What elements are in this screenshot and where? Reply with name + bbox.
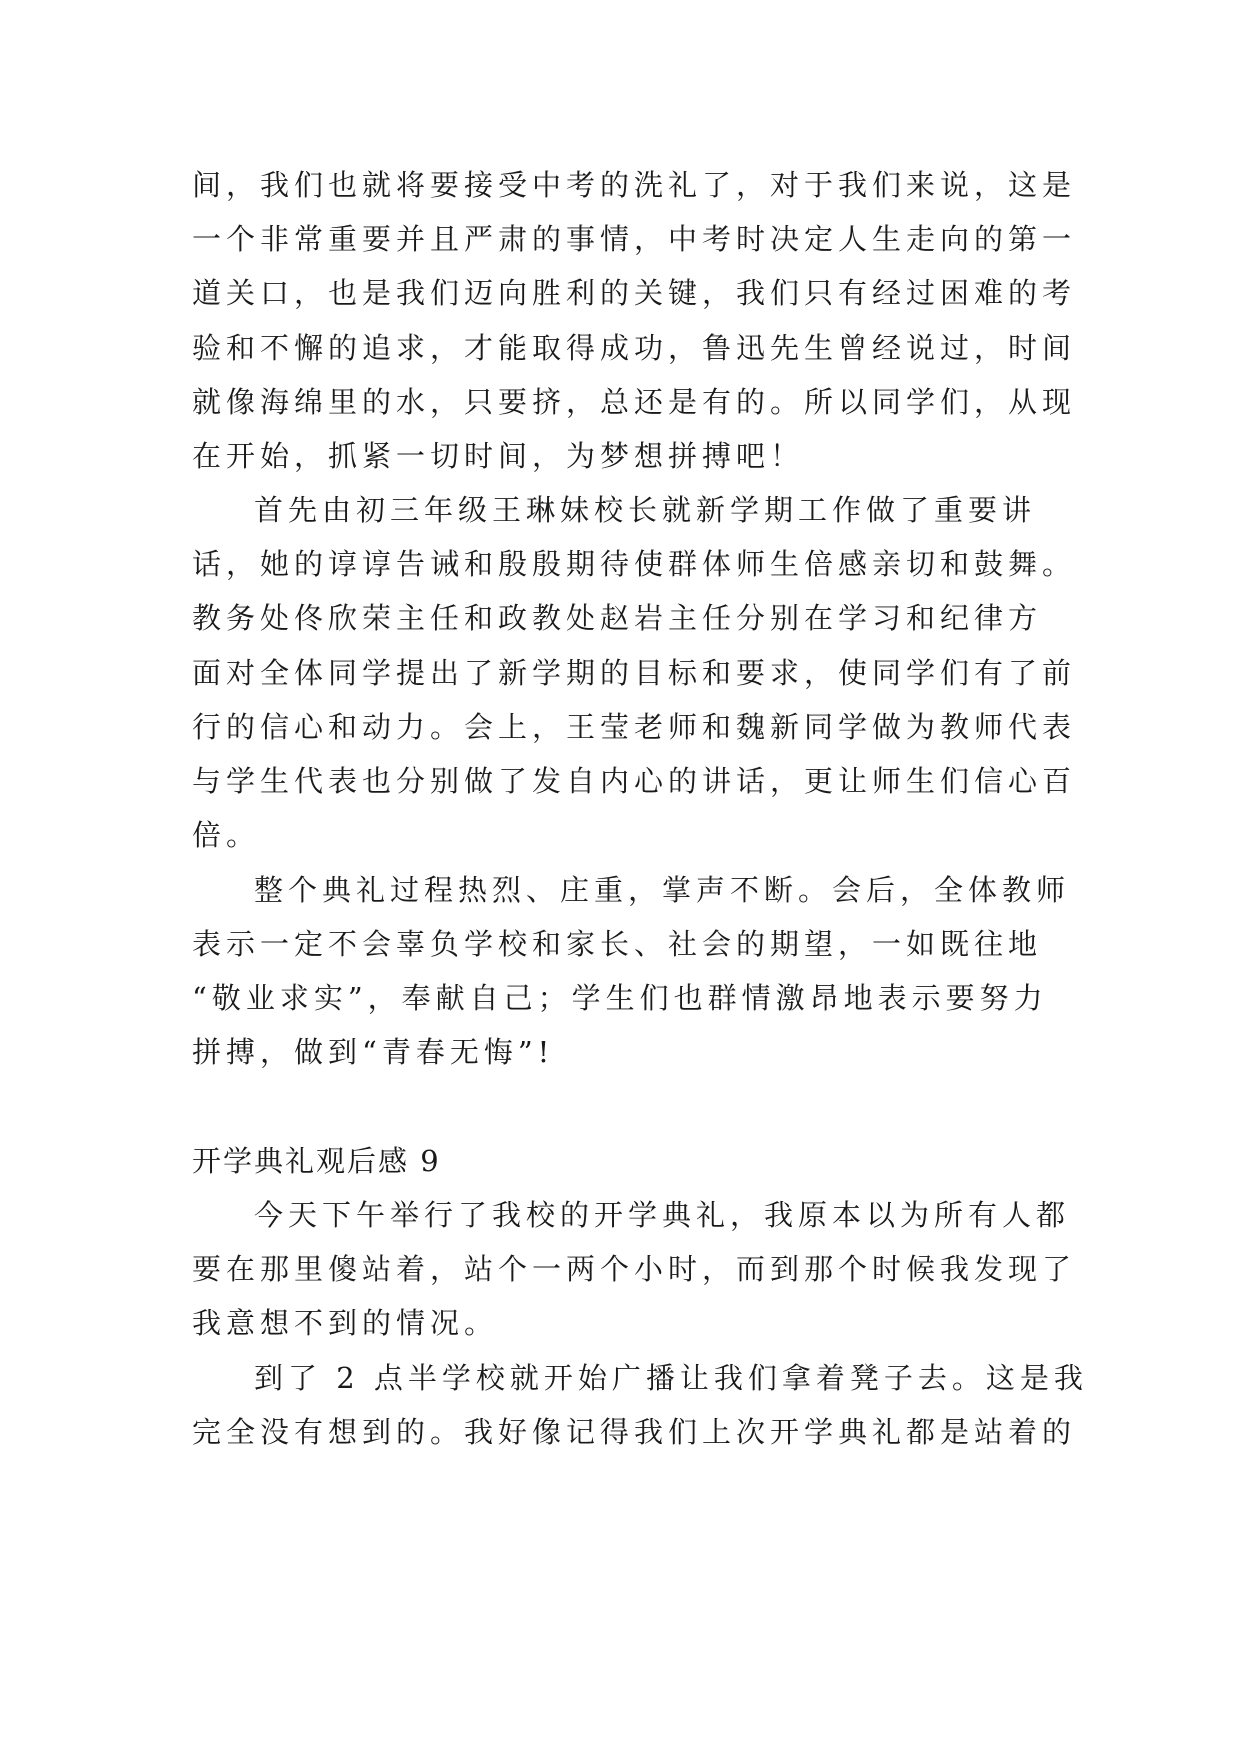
paragraph-line: 首先由初三年级王琳妹校长就新学期工作做了重要讲: [254, 493, 1037, 527]
section-heading: 开学典礼观后感 9: [192, 1144, 441, 1178]
paragraph-line: 就像海绵里的水，只要挤，总还是有的。所以同学们，从现: [192, 385, 1077, 419]
paragraph-line: 到了 2 点半学校就开始广播让我们拿着凳子去。这是我: [254, 1361, 1088, 1395]
paragraph-line: 在开始，抓紧一切时间，为梦想拼搏吧！: [192, 439, 805, 473]
paragraph-line: 一个非常重要并且严肃的事情，中考时决定人生走向的第一: [192, 222, 1077, 256]
paragraph-line: 我意想不到的情况。: [192, 1306, 499, 1340]
paragraph-line: 道关口，也是我们迈向胜利的关键，我们只有经过困难的考: [192, 276, 1077, 310]
paragraph-line: 话，她的谆谆告诫和殷殷期待使群体师生倍感亲切和鼓舞。: [192, 547, 1077, 581]
paragraph-line: 今天下午举行了我校的开学典礼，我原本以为所有人都: [254, 1198, 1071, 1232]
paragraph-line: 整个典礼过程热烈、庄重，掌声不断。会后，全体教师: [254, 873, 1071, 907]
paragraph-line: 间，我们也就将要接受中考的洗礼了，对于我们来说，这是: [192, 168, 1077, 202]
paragraph-line: 验和不懈的追求，才能取得成功，鲁迅先生曾经说过，时间: [192, 331, 1077, 365]
paragraph-line: 表示一定不会辜负学校和家长、社会的期望，一如既往地: [192, 927, 1043, 961]
paragraph-line: 与学生代表也分别做了发自内心的讲话，更让师生们信心百: [192, 764, 1077, 798]
paragraph-line: 拼搏，做到“青春无悔”!: [192, 1035, 555, 1069]
paragraph-line: 教务处佟欣荣主任和政教处赵岩主任分别在学习和纪律方: [192, 601, 1043, 635]
paragraph-line: “敬业求实”，奉献自己；学生们也群情激昂地表示要努力: [192, 981, 1048, 1015]
paragraph-line: 面对全体同学提出了新学期的目标和要求，使同学们有了前: [192, 656, 1077, 690]
paragraph-line: 要在那里傻站着，站个一两个小时，而到那个时候我发现了: [192, 1252, 1077, 1286]
paragraph-line: 完全没有想到的。我好像记得我们上次开学典礼都是站着的: [192, 1415, 1077, 1449]
paragraph-line: 行的信心和动力。会上，王莹老师和魏新同学做为教师代表: [192, 710, 1077, 744]
paragraph-line: 倍。: [192, 818, 261, 852]
